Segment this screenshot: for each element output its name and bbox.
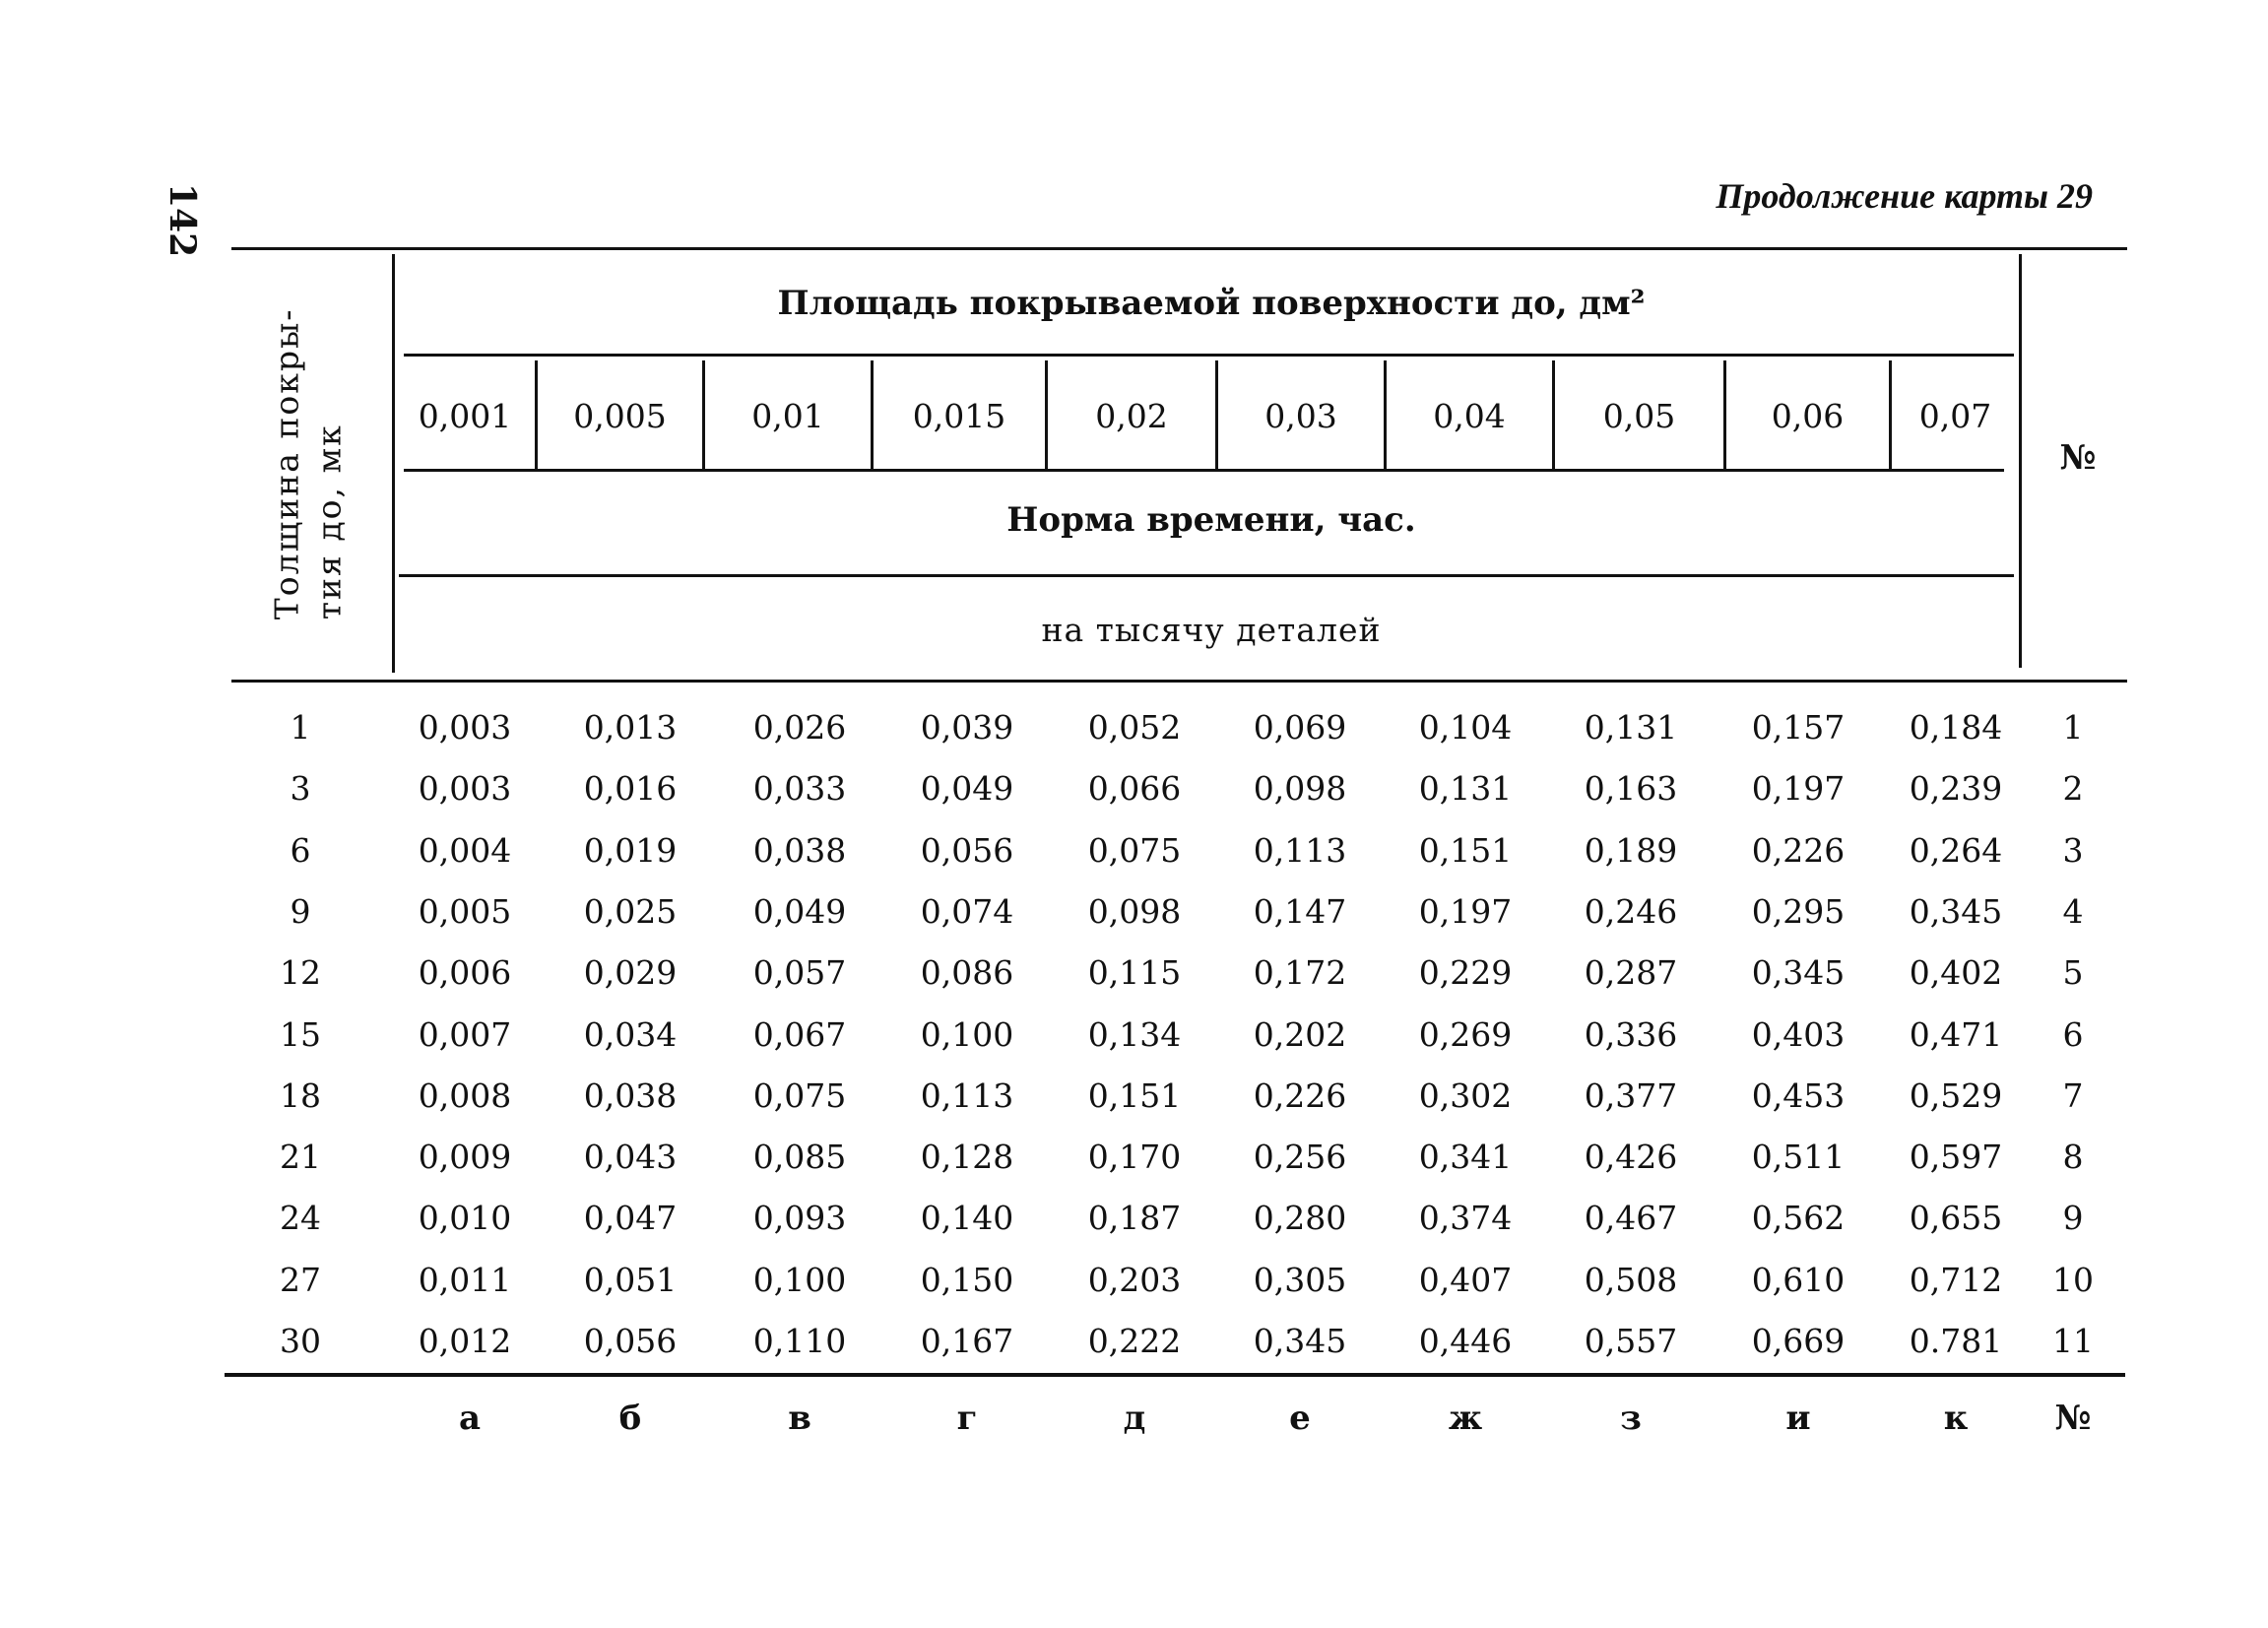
row-number-cell: 10 <box>2052 1260 2094 1299</box>
header-bottom-rule <box>231 680 2127 683</box>
value-cell: 0,038 <box>583 1075 678 1115</box>
value-cell: 0,019 <box>583 830 678 870</box>
value-cell: 0,131 <box>1418 769 1513 809</box>
thickness-header <box>228 254 388 673</box>
value-cell: 0,093 <box>752 1199 847 1238</box>
value-cell: 0,005 <box>418 891 512 931</box>
value-cell: 0,003 <box>418 708 512 747</box>
value-cell: 0,100 <box>920 1014 1014 1054</box>
thickness-cell: 15 <box>280 1014 321 1054</box>
column-letter: д <box>1123 1399 1146 1438</box>
thickness-cell: 12 <box>280 953 321 993</box>
value-cell: 0,197 <box>1418 891 1513 931</box>
value-cell: 0,047 <box>583 1199 678 1238</box>
value-cell: 0,029 <box>583 953 678 993</box>
value-cell: 0,043 <box>583 1138 678 1177</box>
column-letter: б <box>618 1399 642 1438</box>
table-top-rule <box>231 247 2127 250</box>
table-row <box>0 1066 2268 1127</box>
value-cell: 0,007 <box>418 1014 512 1054</box>
norm-bottom-rule <box>399 574 2014 577</box>
row-number-cell: 8 <box>2062 1138 2084 1177</box>
value-cell: 0,039 <box>920 708 1014 747</box>
value-cell: 0,104 <box>1418 708 1513 747</box>
value-cell: 0,226 <box>1253 1075 1347 1115</box>
value-cell: 0,226 <box>1751 830 1846 870</box>
value-cell: 0,075 <box>752 1075 847 1115</box>
thickness-header-line: Толщина покры- <box>267 307 306 619</box>
value-cell: 0,009 <box>418 1138 512 1177</box>
value-cell: 0,110 <box>752 1322 847 1360</box>
value-cell: 0,197 <box>1751 769 1846 809</box>
value-cell: 0,131 <box>1584 708 1678 747</box>
column-letter: а <box>458 1399 482 1438</box>
value-cell: 0,057 <box>752 953 847 993</box>
value-cell: 0,098 <box>1087 891 1182 931</box>
thickness-cell: 6 <box>290 830 311 870</box>
value-cell: 0,426 <box>1584 1138 1678 1177</box>
area-col-d: 0,02 <box>1095 397 1168 435</box>
value-cell: 0,256 <box>1253 1138 1347 1177</box>
value-cell: 0,011 <box>418 1260 512 1299</box>
value-cell: 0,172 <box>1253 953 1347 993</box>
value-cell: 0,170 <box>1087 1138 1182 1177</box>
column-letter: в <box>788 1399 811 1438</box>
thickness-cell: 27 <box>280 1260 321 1299</box>
value-cell: 0,128 <box>920 1138 1014 1177</box>
area-col-zh: 0,04 <box>1433 397 1506 435</box>
value-cell: 0,069 <box>1253 708 1347 747</box>
table-row <box>0 1311 2268 1372</box>
value-cell: 0,025 <box>583 891 678 931</box>
num-col-divider <box>2019 254 2022 668</box>
value-cell: 0.781 <box>1909 1322 2003 1360</box>
thickness-col-divider <box>392 254 395 673</box>
value-cell: 0,074 <box>920 891 1014 931</box>
area-col-a: 0,001 <box>418 397 512 435</box>
value-cell: 0,085 <box>752 1138 847 1177</box>
value-cell: 0,471 <box>1909 1014 2003 1054</box>
value-cell: 0,712 <box>1909 1260 2003 1299</box>
value-cell: 0,113 <box>920 1075 1014 1115</box>
value-cell: 0,407 <box>1418 1260 1513 1299</box>
thickness-cell: 3 <box>290 769 311 809</box>
value-cell: 0,203 <box>1087 1260 1182 1299</box>
row-number-cell: 9 <box>2062 1199 2084 1238</box>
value-cell: 0,075 <box>1087 830 1182 870</box>
value-cell: 0,003 <box>418 769 512 809</box>
value-cell: 0,034 <box>583 1014 678 1054</box>
value-cell: 0,151 <box>1087 1075 1182 1115</box>
thickness-cell: 9 <box>290 891 311 931</box>
thickness-cell: 24 <box>280 1199 321 1238</box>
value-cell: 0,006 <box>418 953 512 993</box>
table-row <box>0 881 2268 943</box>
value-cell: 0,100 <box>752 1260 847 1299</box>
value-cell: 0,374 <box>1418 1199 1513 1238</box>
area-col-i: 0,06 <box>1771 397 1845 435</box>
value-cell: 0,511 <box>1751 1138 1846 1177</box>
value-cell: 0,377 <box>1584 1075 1678 1115</box>
value-cell: 0,150 <box>920 1260 1014 1299</box>
value-cell: 0,287 <box>1584 953 1678 993</box>
table-row <box>0 943 2268 1004</box>
table-row <box>0 1188 2268 1249</box>
value-cell: 0,467 <box>1584 1199 1678 1238</box>
value-cell: 0,056 <box>920 830 1014 870</box>
value-cell: 0,508 <box>1584 1260 1678 1299</box>
value-cell: 0,295 <box>1751 891 1846 931</box>
column-letter: к <box>1943 1399 1969 1438</box>
row-number-cell: 7 <box>2062 1075 2084 1115</box>
value-cell: 0,341 <box>1418 1138 1513 1177</box>
table-bottom-rule <box>225 1373 2125 1377</box>
area-col-g: 0,015 <box>912 397 1006 435</box>
value-cell: 0,115 <box>1087 953 1182 993</box>
value-cell: 0,345 <box>1909 891 2003 931</box>
value-cell: 0,049 <box>752 891 847 931</box>
value-cell: 0,597 <box>1909 1138 2003 1177</box>
value-cell: 0,187 <box>1087 1199 1182 1238</box>
value-cell: 0,305 <box>1253 1260 1347 1299</box>
column-letters-row <box>0 1399 2268 1467</box>
value-cell: 0,098 <box>1253 769 1347 809</box>
value-cell: 0,008 <box>418 1075 512 1115</box>
value-cell: 0,557 <box>1584 1322 1678 1360</box>
row-number-cell: 4 <box>2062 891 2084 931</box>
norm-header: Норма времени, час. <box>1006 500 1416 540</box>
row-number-cell: 1 <box>2062 708 2084 747</box>
column-letter: ж <box>1448 1399 1483 1438</box>
value-cell: 0,051 <box>583 1260 678 1299</box>
table-row <box>0 697 2268 758</box>
thickness-cell: 18 <box>280 1075 321 1115</box>
area-col-z: 0,05 <box>1602 397 1676 435</box>
letters-num-label: № <box>2054 1399 2092 1438</box>
value-cell: 0,056 <box>583 1322 678 1360</box>
value-cell: 0,229 <box>1418 953 1513 993</box>
table-row <box>0 1127 2268 1188</box>
value-cell: 0,151 <box>1418 830 1513 870</box>
row-number-cell: 2 <box>2062 769 2084 809</box>
row-number-cell: 11 <box>2052 1322 2094 1360</box>
value-cell: 0,280 <box>1253 1199 1347 1238</box>
value-cell: 0,147 <box>1253 891 1347 931</box>
value-cell: 0,012 <box>418 1322 512 1360</box>
thickness-cell: 30 <box>280 1322 321 1360</box>
value-cell: 0,610 <box>1751 1260 1846 1299</box>
value-cell: 0,004 <box>418 830 512 870</box>
column-letter: з <box>1620 1399 1642 1438</box>
value-cell: 0,529 <box>1909 1075 2003 1115</box>
value-cell: 0,302 <box>1418 1075 1513 1115</box>
value-cell: 0,049 <box>920 769 1014 809</box>
value-cell: 0,026 <box>752 708 847 747</box>
per-thousand-header: на тысячу деталей <box>1041 611 1382 649</box>
table-row <box>0 1005 2268 1066</box>
value-cell: 0,264 <box>1909 830 2003 870</box>
value-cell: 0,345 <box>1751 953 1846 993</box>
area-header: Площадь покрываемой поверхности до, дм² <box>777 284 1646 323</box>
value-cell: 0,052 <box>1087 708 1182 747</box>
area-col-b: 0,005 <box>573 397 667 435</box>
value-cell: 0,184 <box>1909 708 2003 747</box>
value-cell: 0,167 <box>920 1322 1014 1360</box>
value-cell: 0,066 <box>1087 769 1182 809</box>
value-cell: 0,067 <box>752 1014 847 1054</box>
value-cell: 0,013 <box>583 708 678 747</box>
value-cell: 0,086 <box>920 953 1014 993</box>
area-col-e: 0,03 <box>1264 397 1337 435</box>
value-cell: 0,446 <box>1418 1322 1513 1360</box>
value-cell: 0,038 <box>752 830 847 870</box>
value-cell: 0,669 <box>1751 1322 1846 1360</box>
table-row <box>0 758 2268 819</box>
value-cell: 0,336 <box>1584 1014 1678 1054</box>
page-number: 142 <box>162 183 203 258</box>
value-cell: 0,140 <box>920 1199 1014 1238</box>
value-cell: 0,239 <box>1909 769 2003 809</box>
thickness-cell: 1 <box>290 708 311 747</box>
value-cell: 0,202 <box>1253 1014 1347 1054</box>
value-cell: 0,134 <box>1087 1014 1182 1054</box>
value-cell: 0,010 <box>418 1199 512 1238</box>
value-cell: 0,222 <box>1087 1322 1182 1360</box>
continuation-title: Продолжение карты 29 <box>1716 176 2093 216</box>
value-cell: 0,163 <box>1584 769 1678 809</box>
value-cell: 0,403 <box>1751 1014 1846 1054</box>
value-cell: 0,269 <box>1418 1014 1513 1054</box>
thickness-cell: 21 <box>280 1138 321 1177</box>
column-letter: е <box>1289 1399 1311 1438</box>
row-number-cell: 5 <box>2062 953 2084 993</box>
value-cell: 0,189 <box>1584 830 1678 870</box>
column-letter: и <box>1785 1399 1811 1438</box>
value-cell: 0,402 <box>1909 953 2003 993</box>
value-cell: 0,157 <box>1751 708 1846 747</box>
value-cell: 0,345 <box>1253 1322 1347 1360</box>
value-cell: 0,246 <box>1584 891 1678 931</box>
value-cell: 0,033 <box>752 769 847 809</box>
value-cell: 0,562 <box>1751 1199 1846 1238</box>
table-row <box>0 820 2268 881</box>
value-cell: 0,016 <box>583 769 678 809</box>
area-header-rule <box>404 354 2014 357</box>
area-col-k: 0,07 <box>1918 397 1992 435</box>
table-row <box>0 1250 2268 1311</box>
value-cell: 0,453 <box>1751 1075 1846 1115</box>
value-cell: 0,655 <box>1909 1199 2003 1238</box>
row-number-cell: 6 <box>2062 1014 2084 1054</box>
row-number-cell: 3 <box>2062 830 2084 870</box>
area-col-v: 0,01 <box>751 397 824 435</box>
thickness-header-line: тия до, мк <box>309 423 349 619</box>
column-letter: г <box>956 1399 978 1438</box>
num-header: № <box>2059 438 2097 478</box>
value-cell: 0,113 <box>1253 830 1347 870</box>
